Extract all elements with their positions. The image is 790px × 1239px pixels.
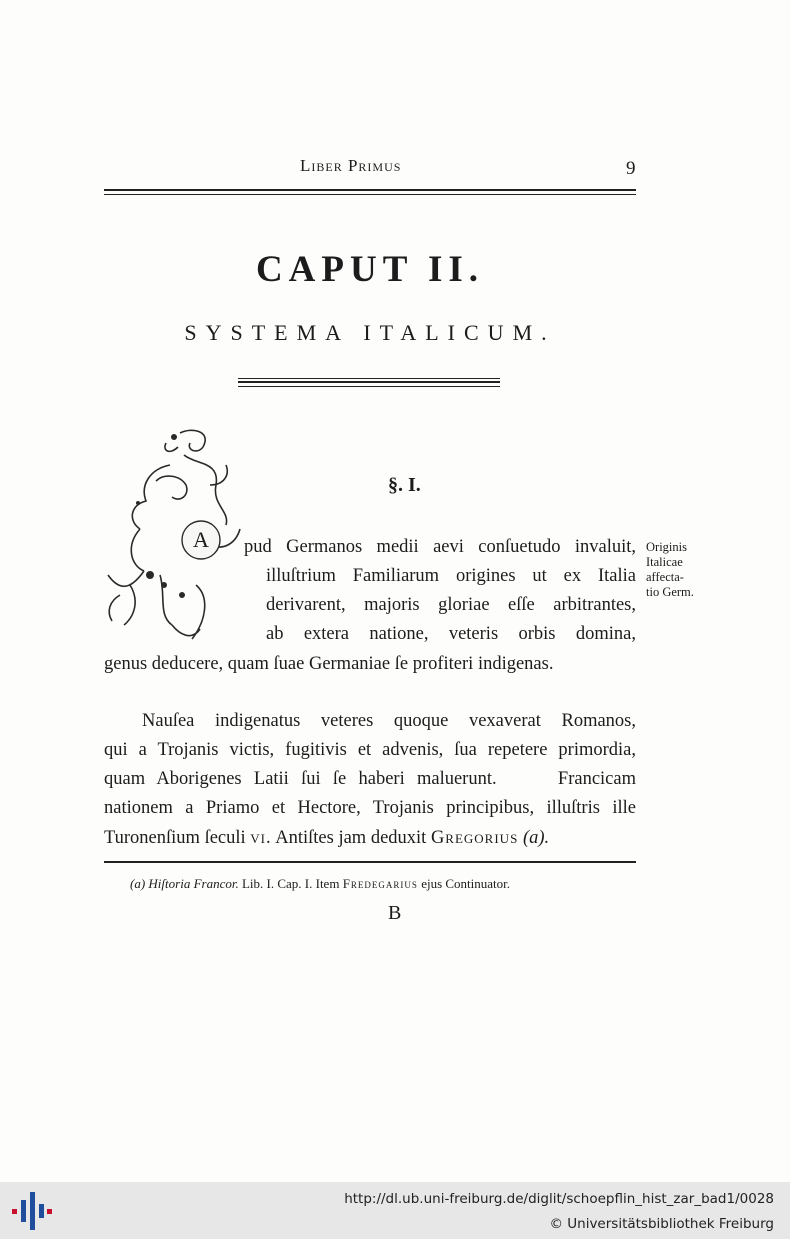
paragraph2-line-3: quam Aborigenes Latii ſui ſe haberi maluerunt. Francicam — [104, 769, 636, 789]
footnote-author: Fredegarius — [342, 876, 418, 891]
page-number: 9 — [626, 158, 636, 179]
chapter-title: CAPUT II. — [255, 249, 485, 290]
footnote-work: Hiſtoria Francor. — [148, 876, 239, 891]
paragraph2-line-5 — [104, 827, 624, 849]
margin-note-line-3: affecta- — [646, 570, 684, 584]
author-name: Gregorius — [430, 828, 519, 848]
document-url-link[interactable]: http://dl.ub.uni-freiburg.de/diglit/schoepflin_hist_zar_bad1/0028 — [344, 1191, 774, 1207]
paragraph2-line-2: qui a Trojanis victis, fugitivis et advenis, ſua repetere primordia, — [104, 740, 636, 760]
footnote-marker: (a) — [130, 876, 146, 891]
margin-note-line-1: Originis — [646, 540, 687, 554]
library-logo-icon[interactable] — [12, 1192, 52, 1230]
paragraph1-line-5: genus deducere, quam ſuae Germaniae ſe profiteri indigenas. — [104, 654, 554, 674]
copyright-notice: © Universitätsbibliothek Freiburg — [549, 1216, 774, 1232]
chapter-subtitle: SYSTEMA ITALICUM. — [184, 320, 556, 345]
footnote-ref: (a). — [518, 828, 550, 848]
paragraph1-line-3: derivarent, majoris gloriae eſſe arbitrantes, — [266, 595, 636, 615]
viewer-footer — [0, 1182, 790, 1239]
running-head: Liber Primus — [300, 156, 402, 175]
ornamental-initial-frame — [100, 425, 245, 650]
roman-numeral: vi. — [250, 828, 272, 848]
last-line-pre: Turonenſium ſeculi — [104, 828, 251, 848]
section-mark: §. I. — [388, 474, 421, 496]
footnote — [130, 876, 510, 892]
last-line-mid: Antiſtes jam deduxit — [271, 828, 431, 848]
paragraph1-line-4: ab extera natione, veteris orbis domina, — [266, 624, 636, 644]
paragraph1-line-1: pud Germanos medii aevi conſuetudo invaluit, — [244, 537, 636, 557]
footnote-ref-text: Lib. I. Cap. I. Item — [238, 876, 343, 891]
divider-rule-mid — [238, 381, 500, 383]
footnote-rule — [104, 861, 636, 863]
signature-mark: B — [388, 902, 402, 924]
paragraph1-line-2: illuſtrium Familiarum origines ut ex Italia — [266, 566, 636, 586]
divider-rule-top — [238, 378, 500, 379]
paragraph2-line-1: Nauſea indigenatus veteres quoque vexaverat Romanos, — [142, 711, 636, 731]
drop-cap-initial: A — [193, 527, 209, 552]
header-rule-thin — [104, 194, 636, 195]
margin-note-line-2: Italicae — [646, 555, 683, 569]
margin-note-line-4: tio Germ. — [646, 585, 694, 599]
divider-rule-bottom — [238, 386, 500, 387]
paragraph2-line-4: nationem a Priamo et Hectore, Trojanis principibus, illuſtris ille — [104, 798, 636, 818]
footnote-rest: ejus Continuator. — [417, 876, 511, 891]
margin-note — [646, 540, 716, 600]
header-rule-thick — [104, 189, 636, 191]
